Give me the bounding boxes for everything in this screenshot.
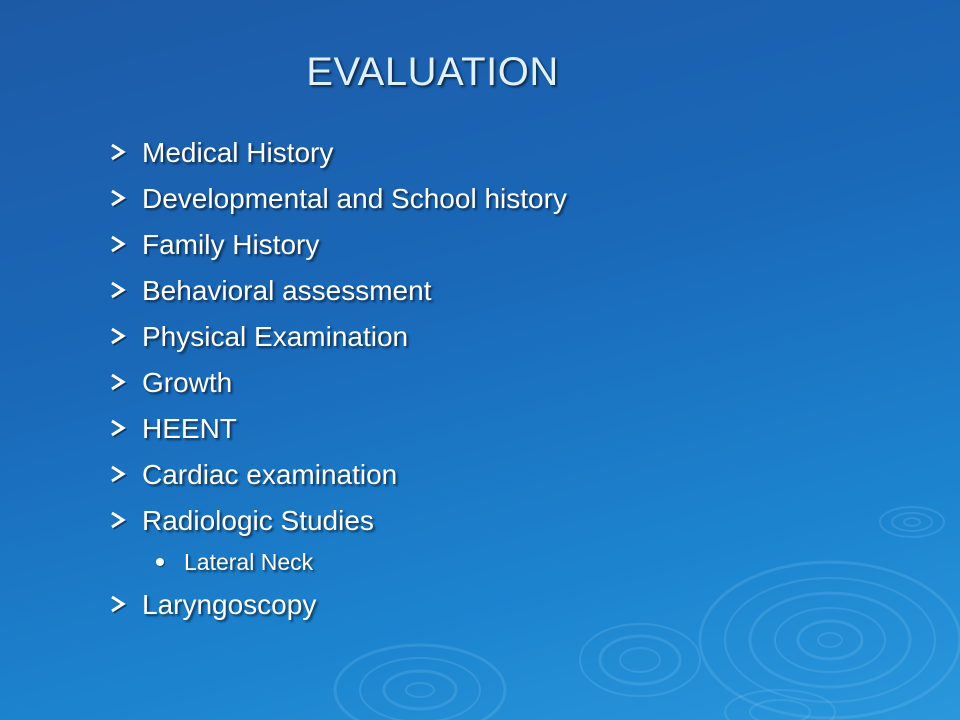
list-item-label: HEENT — [142, 413, 237, 444]
list-item-label: Developmental and School history — [142, 183, 567, 214]
list-item-label: Behavioral assessment — [142, 275, 432, 306]
arrow-chevron-icon — [108, 464, 128, 484]
list-item-label: Medical History — [142, 137, 334, 168]
arrow-chevron-icon — [108, 188, 128, 208]
list-item-label: Growth — [142, 367, 233, 398]
arrow-chevron-icon — [108, 280, 128, 300]
arrow-chevron-icon — [108, 234, 128, 254]
list-item-label: Cardiac examination — [142, 459, 398, 490]
arrow-chevron-icon — [108, 142, 128, 162]
list-subitem-label: Lateral Neck — [184, 549, 314, 575]
list-item-label: Radiologic Studies — [142, 505, 374, 536]
arrow-chevron-icon — [108, 326, 128, 346]
slide-title: EVALUATION — [306, 50, 559, 94]
arrow-chevron-icon — [108, 594, 128, 614]
dot-icon — [156, 558, 164, 566]
arrow-chevron-icon — [108, 372, 128, 392]
list-item-label: Laryngoscopy — [142, 589, 317, 620]
list-item-label: Family History — [142, 229, 320, 260]
arrow-chevron-icon — [108, 418, 128, 438]
list-item-label: Physical Examination — [142, 321, 409, 352]
arrow-chevron-icon — [108, 510, 128, 530]
